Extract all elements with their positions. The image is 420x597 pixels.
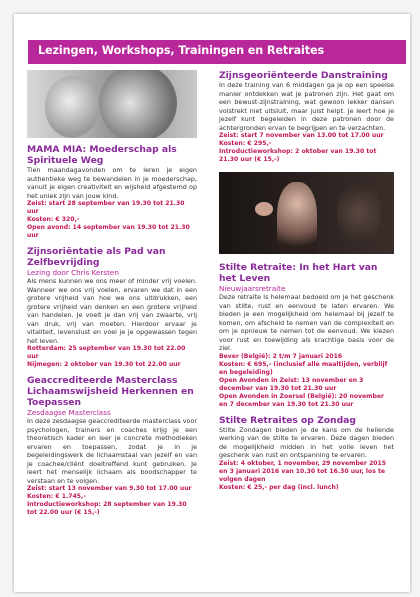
event-zijnsorientatie bbox=[27, 246, 197, 369]
meditation-photo bbox=[219, 172, 394, 254]
event-price: Kosten: € 1.745,- bbox=[27, 493, 86, 500]
event-detail: Zeist: start 13 november van 9.30 tot 17.00 uur bbox=[27, 485, 192, 492]
section-banner bbox=[28, 40, 406, 64]
event-price: Kosten: € 320,- bbox=[27, 216, 80, 223]
event-description: Als mens kunnen we ons meer of minder vrij voelen. Wanneer we ons vrij voelen, ervaren we dat in een grotere vrijheid van hoe we ons uitdrukken, een grotere vrijheid van denken en een grotere vrijheid van handelen. Je voelt je dan vrij van zwaarte, vrij van druk, vrij van moeten. Hierdoor ervaar je vitaliteit, levenslust en voel je je opgewassen tegen het leven. bbox=[27, 277, 197, 345]
event-title: Stilte Retraite: In het Hart van het Leven bbox=[219, 262, 378, 284]
mother-child-photo bbox=[27, 70, 197, 138]
banner-title: Lezingen, Workshops, Trainingen en Retraites bbox=[38, 44, 325, 57]
event-subtitle: Zesdaagse Masterclass bbox=[27, 408, 111, 417]
event-detail: Rotterdam: 25 september van 19.30 tot 22.00 uur bbox=[27, 345, 186, 360]
event-subtitle: Lezing door Chris Kersten bbox=[27, 268, 119, 277]
event-title: Zijnsoriëntatie als Pad van Zelfbevrijding bbox=[27, 246, 166, 268]
event-title: MAMA MIA: Moederschap als Spirituele Weg bbox=[27, 144, 177, 166]
event-stilte-retraite bbox=[219, 262, 394, 409]
event-detail: Introductieworkshop: 2 oktober van 19.30 tot 21.30 uur (€ 15,-) bbox=[219, 148, 377, 163]
event-danstraining bbox=[219, 70, 394, 164]
event-detail: Zeist: 4 oktober, 1 november, 29 november 2015 en 3 januari 2016 van 10.30 tot 16.30 uur, los te volgen dagen bbox=[219, 459, 387, 483]
event-price: Kosten: € 695,- (inclusief alle maaltijden, verblijf en begeleiding) bbox=[219, 360, 388, 376]
event-description: In deze training van 6 middagen ga je op een speelse manier ontdekken wat je patronen zijn. Het gaat om een bewust-zijnstraining, wat gewoon lekker dansen volstrekt niet uitsluit, maar juist helpt. Je leert hoe je jezelf kunt begeleiden in deze patronen door de achtergronden ervan te begrijpen en te verzachten. bbox=[219, 81, 394, 132]
event-price: Kosten: € 295,- bbox=[219, 140, 272, 147]
event-detail: Bever (België): 2 t/m 7 januari 2016 bbox=[219, 352, 343, 360]
event-detail: Zeist: start 7 november van 13.00 tot 17.00 uur bbox=[219, 132, 384, 139]
event-price: Kosten: € 25,- per dag (incl. lunch) bbox=[219, 483, 339, 491]
event-detail: Nijmegen: 2 oktober van 19.30 tot 22.00 uur bbox=[27, 361, 181, 368]
event-detail: Open Avonden in Zoersel (België): 20 november en 7 december van 19.30 tot 21.30 uur bbox=[219, 392, 385, 408]
event-description: Tien maandagavonden om te leren je eigen authentieke weg te bewandelen in je moederschap, vanuit je eigen creativiteit en wijsheid afgestemd op het uniek zijn van jouw kind. bbox=[27, 166, 197, 200]
event-stilte-zondag bbox=[219, 415, 394, 492]
event-masterclass bbox=[27, 375, 197, 517]
event-detail: Introductieworkshop: 28 september van 19.30 tot 22.00 uur (€ 15,-) bbox=[27, 501, 187, 516]
event-title: Geaccrediteerde Masterclass Lichaamswijsheid Herkennen en Toepassen bbox=[27, 375, 194, 408]
event-mama-mia bbox=[27, 144, 197, 240]
right-column bbox=[219, 70, 394, 492]
event-description: Stilte Zondagen bieden je de kans om de heilende werking van de stilte te ervaren. Deze dagen bieden de mogelijkheid midden in het volle leven het geschenk van rust en ontspanning te ervaren. bbox=[219, 425, 394, 459]
event-description: Deze retraite is helemaal bedoeld om je het geschenk van stilte, rust en eenvoud te laten ervaren. We bieden je een mogelijkheid om helemaal bij jezelf te komen, om afscheid te nemen van de complexiteit en om je opnieuw te nemen tot de eenvoud. We kiezen voor rust en toewijding als krachtige basis voor de ziel. bbox=[219, 293, 394, 352]
event-title: Zijnsgeoriënteerde Danstraining bbox=[219, 70, 388, 81]
event-subtitle: Nieuwjaarsretraite bbox=[219, 284, 286, 293]
event-detail: Open avond: 14 september van 19.30 tot 21.30 uur bbox=[27, 224, 190, 239]
event-detail: Zeist: start 28 september van 19.30 tot 21.30 uur bbox=[27, 200, 185, 215]
event-detail: Open Avonden in Zeist: 13 november en 3 december van 19.30 tot 21.30 uur bbox=[219, 376, 364, 392]
left-column bbox=[27, 70, 197, 517]
event-description: In deze zesdaagse geaccrediteerde masterclass voor psychologen, trainers en coaches krijg je een theoretisch kader en leer je concrete methodieken ervaren en toepassen, zodat je in je begeleidingswerk de lichaamstaal van jezelf en van je coachee/cliënt doeltreffend kunt gebruiken. Je leert het menselijk lichaam als boodschapper te verstaan en te volgen. bbox=[27, 417, 197, 485]
event-title: Stilte Retraites op Zondag bbox=[219, 414, 356, 426]
